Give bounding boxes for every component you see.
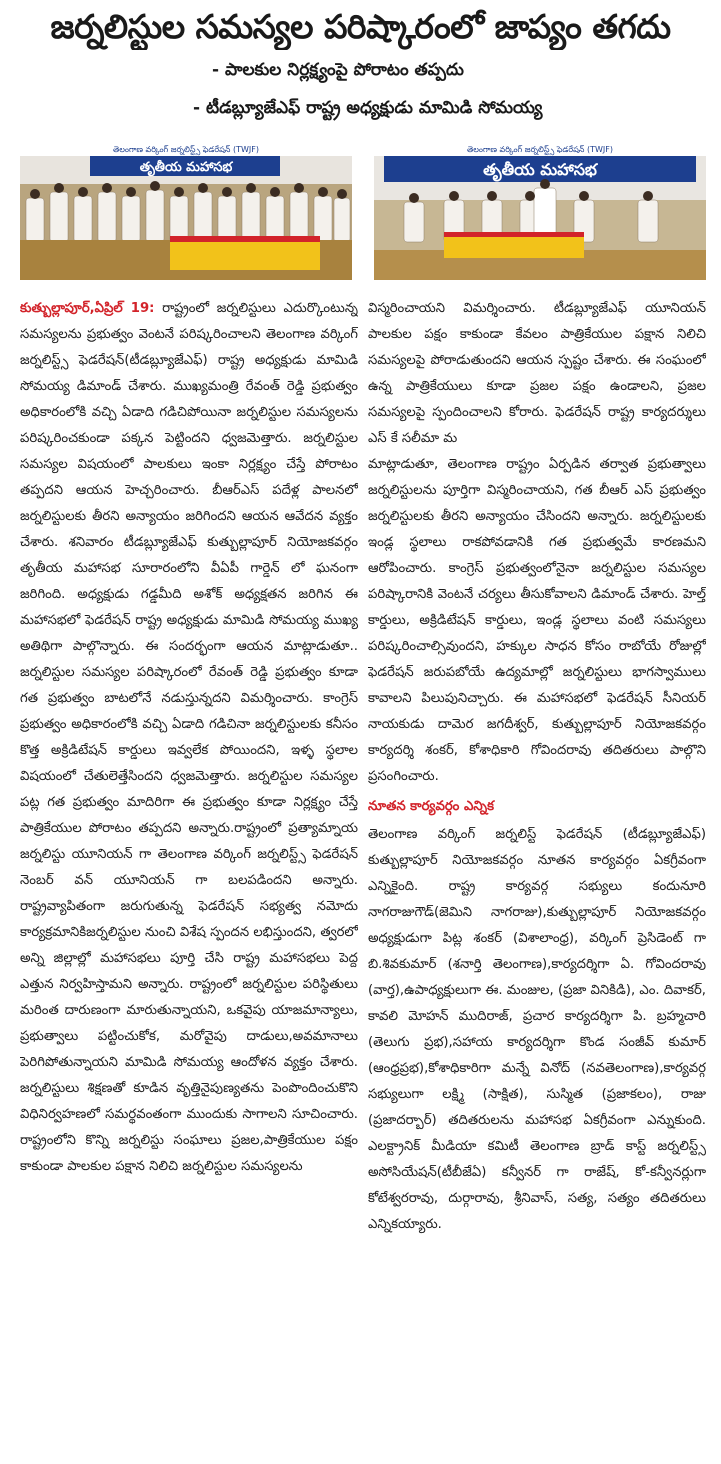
article-headline: జర్నలిస్టుల సమస్యల పరిష్కారంలో జాప్యం తగదు (50, 7, 671, 46)
banner-title-1: తృతీయ మహాసభ (139, 160, 233, 175)
article-body-right-2: మాట్లాడుతూ, తెలంగాణ రాష్ట్రం ఏర్పడిన తర్వాత ప్రభుత్వాలు జర్నలిస్టులను పూర్తిగా విస్మరించాయని, గత బీఆర్ ఎస్ ప్రభుత్వం జర్నలిస్టులకు తీరని అన్యాయం చేసిందని అన్నారు. జర్నలిస్టులకు ఇండ్ల స్థలాలు రాకపోవడానికి గత ప్రభుత్వమే కారణమని ఆరోపించారు. కాంగ్రెస్ ప్రభుత్వంలోనైనా జర్నలిస్టుల సమస్యల పరిష్కారానికి వెంటనే చర్యలు తీసుకోవాలని డిమాండ్ చేశారు. హెల్త్ కార్డులు, అక్రిడిటేషన్ కార్డులు, ఇండ్ల స్థలాలు వంటి సమస్యలు పరిష్కరించాల్సివుందని, హక్కుల సాధన కోసం రాబోయే రోజుల్లో ఫెడరేషన్ జరుపబోయే ఉద్యమాల్లో జర్నలిస్టులు భాగస్వాములు కావాలని పిలుపునిచ్చారు. ఈ మహాసభలో ఫెడరేషన్ సీనియర్ నాయకుడు దామెర జగదీశ్వర్, కుత్బుల్లాపూర్ నియోజకవర్గం కార్యదర్శి శంకర్, కోశాధికారి గోవిందరావు తదితరులు పాల్గొని ప్రసంగించారు. (368, 457, 706, 784)
article-body-left: రాష్ట్రంలో జర్నలిస్టులు ఎదుర్కొంటున్న సమస్యలను ప్రభుత్వం వెంటనే పరిష్కరించాలని తెలంగాణ వర్కింగ్ జర్నలిస్ట్స్ ఫెడరేషన్(టీడబ్ల్యూజేఎఫ్) రాష్ట్ర అధ్యక్షుడు మామిడి సోమయ్య డిమాండ్ చేశారు. ముఖ్యమంత్రి రేవంత్ రెడ్డి ప్రభుత్వం అధికారంలోకి వచ్చి ఏడాది గడిచిపోయినా జర్నలిస్టుల సమస్యలను పరిష్కరించకుండా పక్కన పెట్టిందని ధ్వజమెత్తారు. జర్నలిస్టుల సమస్యల విషయంలో పాలకులు ఇంకా నిర్లక్ష్యం చేస్తే పోరాటం తప్పదని ఆయన హెచ్చరించారు. బీఆర్ఎస్ పదేళ్ల పాలనలో జర్నలిస్టులకు తీరని అన్యాయం జరిగిందని ఆయన ఆవేదన వ్యక్తం చేశారు. శనివారం టీడబ్ల్యూజేఎఫ్ కుత్బుల్లాపూర్ నియోజకవర్గం తృతీయ మహాసభ సూరారంలోని వీఏపీ గార్డెన్ లో ఘనంగా జరిగింది. అధ్యక్షుడు గడ్డమీది అశోక్ అధ్యక్షతన జరిగిన ఈ మహాసభలో ఫెడరేషన్ రాష్ట్ర అధ్యక్షుడు మామిడి సోమయ్య ముఖ్య అతిథిగా పాల్గొన్నారు. ఈ సందర్భంగా ఆయన మాట్లాడుతూ.. జర్నలిస్టుల సమస్యల పరిష్కారంలో రేవంత్ రెడ్డి ప్రభుత్వం కూడా గత ప్రభుత్వం బాటలోనే నడుస్తున్నదని విమర్శించారు. కాంగ్రెస్ ప్రభుత్వం అధికారంలోకి వచ్చి ఏడాది గడిచినా జర్నలిస్టులకు కనీసం కొత్త అక్రిడిటేషన్ కార్డులు ఇవ్వలేక పోయిందని, ఇళ్ళ స్థలాల విషయంలో చేతులెత్తేసిందని ధ్వజమెత్తారు. జర్నలిస్టుల సమస్యల పట్ల గత ప్రభుత్వం మాదిరిగా ఈ ప్రభుత్వం కూడా నిర్లక్ష్యం చేస్తే పాత్రికేయుల పోరాటం తప్పదని అన్నారు.రాష్ట్రంలో ప్రత్యామ్నాయ జర్నలిస్టు యూనియన్ గా తెలంగాణ వర్కింగ్ జర్నలిస్ట్స్ ఫెడరేషన్ నెంబర్ వన్ యూనియన్ గా బలపడిందని అన్నారు. రాష్ట్రవ్యాపితంగా జరుగుతున్న ఫెడరేషన్ సభ్యత్వ నమోదు కార్యక్రమానికిజర్నలిస్టుల నుంచి విశేష స్పందన లభిస్తుందని, త్వరలో అన్ని జిల్లాల్లో మహాసభలు పూర్తి చేసి రాష్ట్ర మహాసభలు పెద్ద ఎత్తున నిర్వహిస్తామని అన్నారు. రాష్ట్రంలో జర్నలిస్టుల పరిస్థితులు మరింత దారుణంగా మారుతున్నాయని, ఒకవైపు యాజమాన్యాలు, ప్రభుత్వాలు పట్టించుకోక, మరోవైపు దాడులు,అవమానాలు పెరిగిపోతున్నాయని మామిడి సోమయ్య ఆందోళన వ్యక్తం చేశారు. జర్నలిస్టులు శిక్షణతో కూడిన వృత్తినైపుణ్యతను పెంపొందించుకొని విధినిర్వహణలో సమర్థవంతంగా ముందుకు సాగాలని సూచించారు. రాష్ట్రంలోని కొన్ని జర్నలిస్టు సంఘాలు ప్రజల,పాత్రికేయుల పక్షం కాకుండా పాలకుల పక్షాన నిలిచి జర్నలిస్టుల సమస్యలను (20, 301, 358, 1174)
article-column-right (368, 296, 706, 1456)
banner-text-2: తెలంగాణ వర్కింగ్ జర్నలిస్ట్స్ ఫెడరేషన్ (TWJF) (467, 145, 613, 154)
event-photo-1 (20, 140, 352, 280)
article-body-right-3: తెలంగాణ వర్కింగ్ జర్నలిస్ట్ ఫెడరేషన్ (టీడబ్ల్యూజేఎఫ్) కుత్బుల్లాపూర్ నియోజకవర్గం నూతన కార్యవర్గం ఏకగ్రీవంగా ఎన్నికైంది. రాష్ట్ర కార్యవర్గ సభ్యులు కందునూరి నాగరాజుగౌడ్(జెమిని నాగరాజు),కుత్బుల్లాపూర్ నియోజకవర్గం అధ్యక్షుడుగా పిట్ల శంకర్ (విశాలాంధ్ర), వర్కింగ్ ప్రెసిడెంట్ గా బి.శివకుమార్ (శనార్తి తెలంగాణ),కార్యదర్శిగా ఏ. గోవిందరావు (వార్త),ఉపాధ్యక్షులుగా ఈ. మంజుల, (ప్రజా వినికిడి), ఎం. దివాకర్, కావలి మోహన్ ముదిరాజ్, ప్రచార కార్యదర్శిగా పి. బ్రహ్మచారి (తెలుగు ప్రభ),సహాయ కార్యదర్శిగా కొండ సంజీవ్ కుమార్ (ఆంధ్రప్రభ),కోశాధికారిగా మన్నే వినోద్ (నవతెలంగాణ),కార్యవర్గ సభ్యులుగా లక్ష్మి (సాక్షిత), సుస్మిత (ప్రజాకలం), రాజు (ప్రజాదర్బార్) తదితరులను మహాసభ ఏకగ్రీవంగా ఎన్నుకుంది. ఎలక్ట్రానిక్ మీడియా కమిటీ తెలంగాణ బ్రాడ్ కాస్ట్ జర్నలిస్ట్స్ అసోసియేషన్(టీబీజేఏ) కన్వీనర్ గా రాజేష్, కో-కన్వీనర్లుగా కోటేశ్వరరావు, దుర్గారావు, శ్రీనివాస్, సత్య, సత్యం తదితరులు ఎన్నికయ్యారు. (368, 827, 706, 1232)
dateline: కుత్బుల్లాపూర్,ఏప్రిల్ 19: (20, 301, 155, 316)
article-column-left (20, 296, 358, 1456)
section-heading-new-committee: నూతన కార్యవర్గం ఎన్నిక (368, 799, 494, 814)
article-subhead-2: - టీడబ్ల్యూజేఎఫ్ రాష్ట్ర అధ్యక్షుడు మామిడి సోమయ్య (193, 98, 543, 118)
article-subhead-1: - పాలకుల నిర్లక్ష్యంపై పోరాటం తప్పదు (212, 60, 464, 80)
article-body-right-1: విస్మరించాయని విమర్శించారు. టీడబ్ల్యూజేఎఫ్ యూనియన్ పాలకుల పక్షం కాకుండా కేవలం పాత్రికేయుల పక్షాన నిలిచి సమస్యలపై పోరాడుతుందని ఆయన స్పష్టం చేశారు. ఈ సంఘంలో ఉన్న పాత్రికేయులు కూడా ప్రజల పక్షం ఉండాలని, ప్రజల సమస్యలపై స్పందించాలని కోరారు. ఫెడరేషన్ రాష్ట్ర కార్యదర్శులు ఎస్ కే సలీమా మ (368, 301, 706, 446)
event-photo-2 (374, 140, 706, 280)
banner-text-1: తెలంగాణ వర్కింగ్ జర్నలిస్ట్స్ ఫెడరేషన్ (TWJF) (113, 145, 259, 154)
banner-title-2: తృతీయ మహాసభ (483, 160, 597, 179)
